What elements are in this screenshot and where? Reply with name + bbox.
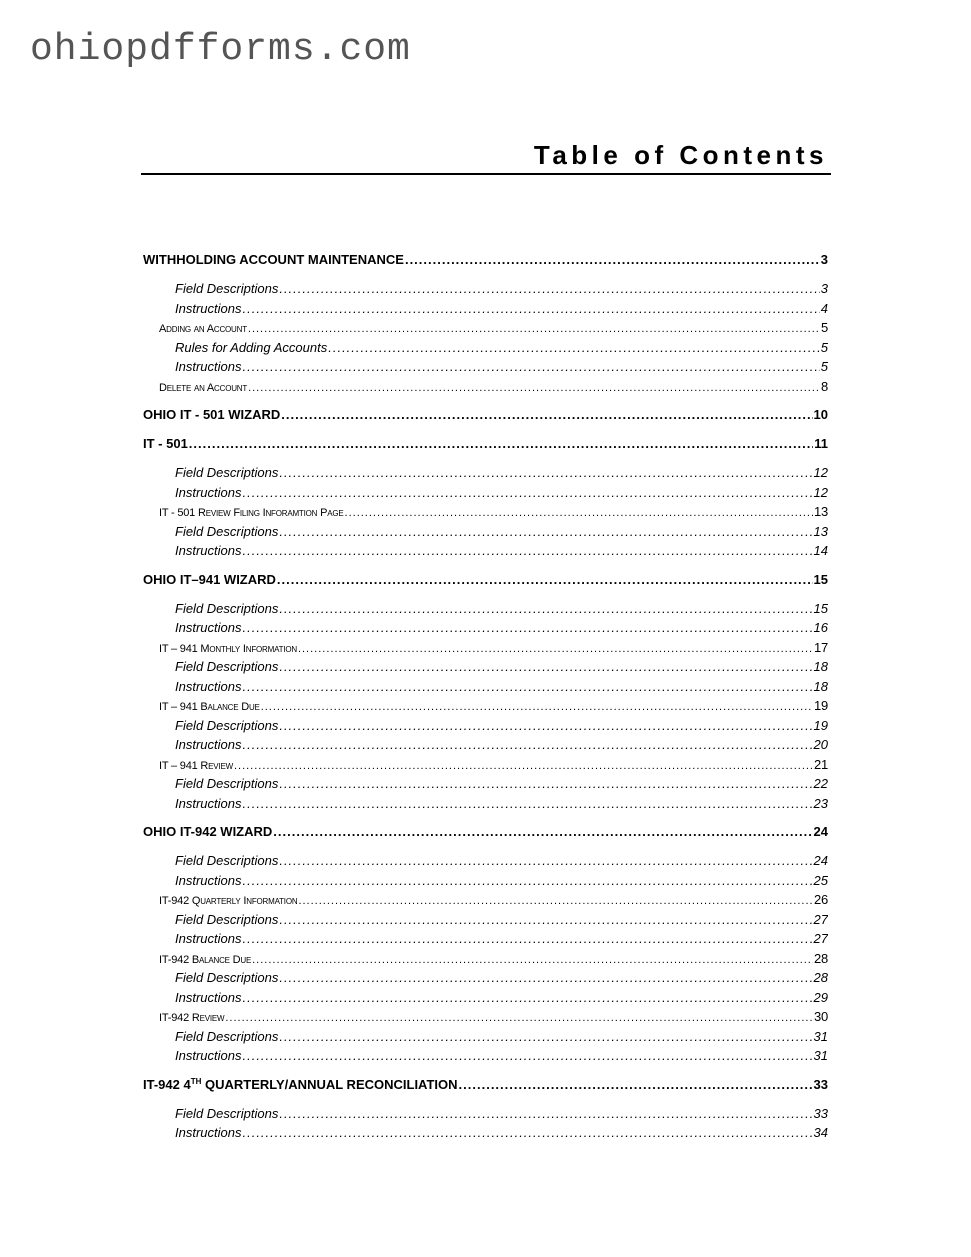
toc-entry-level-3[interactable] bbox=[143, 299, 828, 319]
label-prefix: IT-942 4 bbox=[143, 1076, 191, 1092]
toc-entry-level-1[interactable] bbox=[143, 434, 828, 454]
toc-entry-page: 11 bbox=[814, 436, 828, 451]
toc-entry-level-2[interactable] bbox=[143, 755, 828, 775]
dot-leader bbox=[242, 299, 819, 319]
dot-leader bbox=[298, 640, 813, 658]
toc-section bbox=[143, 434, 828, 561]
toc-entry-page: 4 bbox=[820, 300, 828, 316]
dot-leader bbox=[281, 405, 812, 425]
toc-entry-label: Instructions bbox=[175, 359, 242, 374]
toc-entry-page: 34 bbox=[813, 1125, 828, 1140]
toc-entry-page: 5 bbox=[820, 359, 828, 374]
toc-entry-label: Field Descriptions bbox=[175, 970, 279, 985]
toc-entry-level-3[interactable] bbox=[143, 522, 828, 542]
toc-entry-level-3[interactable] bbox=[143, 279, 828, 299]
dot-leader bbox=[234, 757, 813, 775]
toc-entry-level-3[interactable] bbox=[143, 338, 828, 358]
toc-entry-page: 5 bbox=[820, 339, 828, 355]
dot-leader bbox=[242, 871, 812, 891]
toc-entry-level-2[interactable] bbox=[143, 890, 828, 910]
label-suffix: QUARTERLY/ANNUAL RECONCILIATION bbox=[201, 1076, 458, 1092]
dot-leader bbox=[242, 794, 812, 814]
toc-entry-page: 28 bbox=[813, 950, 828, 966]
dot-leader bbox=[189, 434, 813, 454]
dot-leader bbox=[242, 988, 812, 1008]
dot-leader bbox=[261, 698, 813, 716]
toc-entry-label: WITHHOLDING ACCOUNT MAINTENANCE bbox=[143, 252, 404, 267]
toc-entry-page: 31 bbox=[813, 1048, 828, 1063]
toc-entry-level-3[interactable] bbox=[143, 910, 828, 930]
dot-leader bbox=[242, 357, 819, 377]
toc-entry-level-3[interactable] bbox=[143, 483, 828, 503]
dot-leader bbox=[279, 463, 812, 483]
toc-entry-page: 30 bbox=[813, 1009, 828, 1024]
toc-entry-label: IT – 941 Review bbox=[159, 759, 233, 772]
toc-entry-label: Instructions bbox=[175, 931, 242, 946]
toc-entry-level-3[interactable] bbox=[143, 968, 828, 988]
toc-entry-label: Instructions bbox=[175, 300, 242, 316]
dot-leader bbox=[459, 1075, 813, 1095]
toc-entry-page: 19 bbox=[813, 717, 828, 733]
toc-entry-page: 25 bbox=[813, 872, 828, 888]
toc-entry-level-3[interactable] bbox=[143, 774, 828, 794]
toc-entry-level-1[interactable] bbox=[143, 570, 828, 590]
dot-leader bbox=[279, 279, 819, 299]
toc-entry-level-2[interactable] bbox=[143, 377, 828, 397]
toc-entry-label: Instructions bbox=[175, 795, 242, 811]
toc-entry-label: IT-942 Review bbox=[159, 1012, 225, 1024]
toc-entry-level-2[interactable] bbox=[143, 696, 828, 716]
dot-leader bbox=[225, 1009, 813, 1027]
dot-leader bbox=[279, 522, 812, 542]
toc-entry-label: IT – 941 Monthly Information bbox=[159, 642, 297, 655]
toc-entry-label: Field Descriptions bbox=[175, 465, 279, 480]
dot-leader bbox=[252, 951, 813, 969]
dot-leader bbox=[279, 774, 812, 794]
toc-entry-label: IT – 941 Balance Due bbox=[159, 701, 260, 713]
toc-entry-page: 15 bbox=[813, 600, 828, 616]
toc-entry-page: 33 bbox=[813, 1076, 828, 1092]
toc-entry-label: OHIO IT - 501 WIZARD bbox=[143, 407, 281, 422]
toc-entry-level-3[interactable] bbox=[143, 871, 828, 891]
toc-entry-level-3[interactable] bbox=[143, 794, 828, 814]
toc-entry-page: 29 bbox=[813, 989, 828, 1005]
toc-entry-page: 12 bbox=[813, 465, 828, 480]
toc-entry-page: 21 bbox=[813, 756, 828, 772]
toc-entry-page: 10 bbox=[813, 407, 828, 422]
toc-entry-page: 18 bbox=[813, 678, 828, 694]
toc-entry-level-3[interactable] bbox=[143, 929, 828, 949]
toc-entry-page: 18 bbox=[813, 659, 828, 674]
toc-entry-label: Adding an Account bbox=[159, 323, 247, 335]
dot-leader bbox=[405, 250, 820, 270]
toc-entry-page: 8 bbox=[820, 378, 828, 394]
dot-leader bbox=[242, 618, 812, 638]
dot-leader bbox=[242, 929, 812, 949]
toc-entry-label: Field Descriptions bbox=[175, 523, 279, 539]
toc-entry-level-3[interactable] bbox=[143, 1046, 828, 1066]
toc-entry-level-1[interactable] bbox=[143, 822, 828, 842]
toc-section bbox=[143, 822, 828, 1066]
toc-entry-page: 20 bbox=[813, 737, 828, 752]
toc-entry-level-3[interactable] bbox=[143, 988, 828, 1008]
toc-entry-level-2[interactable] bbox=[143, 949, 828, 969]
toc-entry-level-3[interactable] bbox=[143, 1123, 828, 1143]
toc-entry-level-1[interactable] bbox=[143, 1075, 828, 1095]
toc-entry-page: 12 bbox=[813, 484, 828, 500]
dot-leader bbox=[279, 851, 812, 871]
dot-leader bbox=[273, 822, 812, 842]
toc-entry-level-3[interactable] bbox=[143, 716, 828, 736]
dot-leader bbox=[242, 735, 812, 755]
toc-entry-level-3[interactable] bbox=[143, 851, 828, 871]
toc-entry-page: 3 bbox=[820, 252, 828, 267]
toc-entry-level-3[interactable] bbox=[143, 541, 828, 561]
toc-entry-page: 15 bbox=[813, 571, 828, 587]
toc-entry-label: Field Descriptions bbox=[175, 1028, 279, 1044]
toc-entry-label: Instructions bbox=[175, 737, 242, 752]
toc-section bbox=[143, 570, 828, 814]
title-rule bbox=[141, 173, 831, 175]
toc-entry-page: 13 bbox=[813, 504, 828, 519]
toc-entry-label: IT - 501 bbox=[143, 436, 188, 451]
toc-entry-page: 33 bbox=[813, 1105, 828, 1121]
toc-entry-label: Rules for Adding Accounts bbox=[175, 339, 328, 355]
toc-entry-label: Field Descriptions bbox=[175, 600, 279, 616]
toc-entry-page: 17 bbox=[813, 639, 828, 655]
toc-entry-page: 13 bbox=[813, 523, 828, 539]
toc-entry-level-3[interactable] bbox=[143, 1027, 828, 1047]
toc-entry-page: 24 bbox=[813, 853, 828, 868]
toc-entry-label: OHIO IT–941 WIZARD bbox=[143, 571, 276, 587]
page-title: Table of Contents bbox=[533, 140, 828, 170]
dot-leader bbox=[242, 541, 812, 561]
toc-entry-level-3[interactable] bbox=[143, 357, 828, 377]
toc-entry-page: 19 bbox=[813, 698, 828, 713]
dot-leader bbox=[279, 910, 812, 930]
toc-entry-page: 27 bbox=[813, 911, 828, 927]
dot-leader bbox=[242, 483, 812, 503]
toc-entry-level-3[interactable] bbox=[143, 1104, 828, 1124]
toc-entry-label: Field Descriptions bbox=[175, 853, 279, 868]
dot-leader bbox=[328, 338, 820, 358]
toc-entry-label: Instructions bbox=[175, 620, 242, 635]
watermark: ohiopdfforms.com bbox=[30, 28, 411, 71]
toc-entry-level-3[interactable] bbox=[143, 657, 828, 677]
toc-entry-label: Field Descriptions bbox=[175, 659, 279, 674]
toc-entry-label: Instructions bbox=[175, 1048, 242, 1063]
dot-leader bbox=[279, 716, 812, 736]
toc-entry-level-2[interactable] bbox=[143, 638, 828, 658]
toc-entry-page: 16 bbox=[813, 620, 828, 635]
toc-entry-label: OHIO IT-942 WIZARD bbox=[143, 824, 273, 839]
dot-leader bbox=[248, 379, 820, 397]
toc-entry-page: 14 bbox=[813, 543, 828, 558]
label-superscript: TH bbox=[190, 1076, 202, 1086]
dot-leader bbox=[279, 1104, 812, 1124]
toc-entry-page: 5 bbox=[820, 320, 828, 335]
toc-entry-page: 22 bbox=[813, 776, 828, 791]
toc-entry-level-3[interactable] bbox=[143, 677, 828, 697]
toc-entry-label: Field Descriptions bbox=[175, 776, 279, 791]
toc-section bbox=[143, 405, 828, 425]
dot-leader bbox=[242, 1046, 812, 1066]
toc-entry-label: IT - 501 Review Filing Inforamtion Page bbox=[159, 507, 344, 519]
toc-entry-level-3[interactable] bbox=[143, 618, 828, 638]
toc-entry-page: 26 bbox=[813, 892, 828, 907]
dot-leader bbox=[345, 504, 813, 522]
toc-entry-level-3[interactable] bbox=[143, 735, 828, 755]
toc-entry-label: Instructions bbox=[175, 872, 242, 888]
toc-entry-level-2[interactable] bbox=[143, 318, 828, 338]
toc-entry-label: IT-942 Quarterly Information bbox=[159, 895, 298, 907]
toc-entry-level-3[interactable] bbox=[143, 599, 828, 619]
toc-entry-label: Instructions bbox=[175, 484, 242, 500]
dot-leader bbox=[277, 570, 813, 590]
toc-entry-page: 31 bbox=[813, 1028, 828, 1044]
toc-entry-label: Instructions bbox=[175, 1125, 242, 1140]
toc-entry-page: 24 bbox=[813, 824, 828, 839]
toc-section bbox=[143, 250, 828, 396]
table-of-contents bbox=[143, 250, 828, 1152]
toc-entry-level-3[interactable] bbox=[143, 463, 828, 483]
toc-entry-page: 27 bbox=[813, 931, 828, 946]
toc-entry-label: Field Descriptions bbox=[175, 1105, 279, 1121]
dot-leader bbox=[242, 677, 812, 697]
toc-entry-label: Instructions bbox=[175, 678, 242, 694]
dot-leader bbox=[242, 1123, 812, 1143]
toc-entry-level-1[interactable] bbox=[143, 405, 828, 425]
dot-leader bbox=[279, 599, 812, 619]
toc-section bbox=[143, 1075, 828, 1143]
toc-entry-page: 28 bbox=[813, 970, 828, 985]
toc-entry-page: 3 bbox=[820, 281, 828, 296]
toc-entry-label: Field Descriptions bbox=[175, 281, 279, 296]
toc-entry-label: IT-942 Balance Due bbox=[159, 953, 252, 966]
dot-leader bbox=[279, 968, 812, 988]
toc-entry-label: Delete an Account bbox=[159, 381, 248, 394]
toc-entry-level-2[interactable] bbox=[143, 502, 828, 522]
toc-entry-level-1[interactable] bbox=[143, 250, 828, 270]
toc-entry-label: Field Descriptions bbox=[175, 717, 279, 733]
dot-leader bbox=[248, 320, 820, 338]
toc-entry-page: 23 bbox=[813, 795, 828, 811]
toc-entry-label: Field Descriptions bbox=[175, 911, 279, 927]
toc-entry-label bbox=[143, 1075, 458, 1095]
dot-leader bbox=[279, 657, 812, 677]
toc-entry-level-2[interactable] bbox=[143, 1007, 828, 1027]
toc-entry-label: Instructions bbox=[175, 543, 242, 558]
toc-entry-label: Instructions bbox=[175, 989, 242, 1005]
dot-leader bbox=[298, 892, 813, 910]
dot-leader bbox=[279, 1027, 812, 1047]
